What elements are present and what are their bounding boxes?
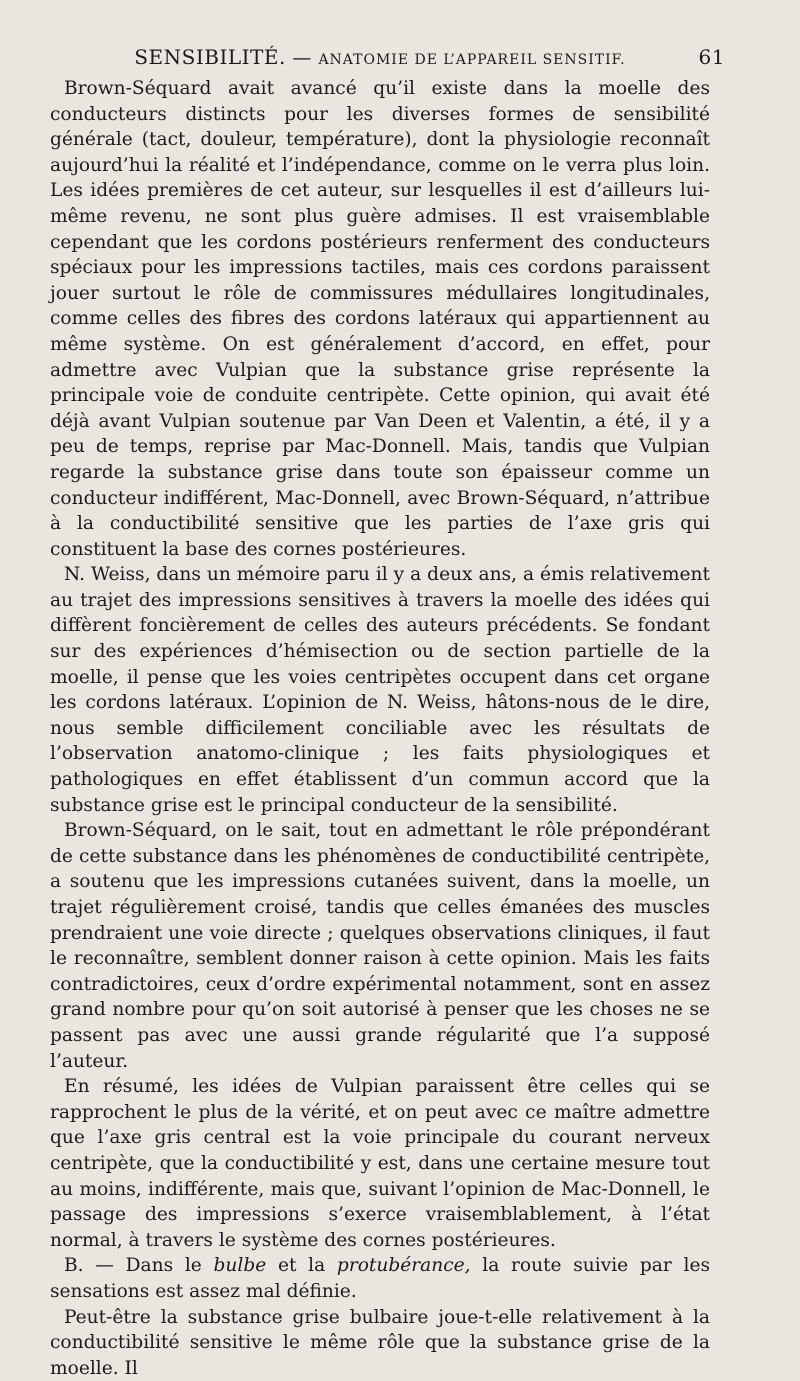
running-head-section: SENSIBILITÉ. (134, 45, 285, 69)
running-head-dash: — (292, 47, 312, 69)
running-head-subtitle: ANATOMIE DE L’APPAREIL SENSITIF. (318, 52, 625, 68)
paragraph-1: Brown-Séquard avait avancé qu’il existe dans la moelle des conducteurs distincts pour les diverses formes de sensibilité générale (tact, douleur, température), dont la physiologie reconnaît aujourd’hui la réalité et l’indépendance, comme on le verra plus loin. Les idées premières de cet auteur, sur lesquelles il est d’ailleurs lui-même revenu, ne sont plus guère admises. Il est vraisemblable cependant que les cordons postérieurs renferment des conducteurs spéciaux pour les impressions tactiles, mais ces cordons paraissent jouer surtout le rôle de commissures médullaires longitudinales, comme celles des fibres des cordons latéraux qui appartiennent au même système. On est généralement d’accord, en effet, pour admettre avec Vulpian que la substance grise représente la principale voie de conduite centripète. Cette opinion, qui avait été déjà avant Vulpian soutenue par Van Deen et Valentin, a été, il y a peu de temps, reprise par Mac-Donnell. Mais, tandis que Vulpian regarde la substance grise dans toute son épaisseur comme un conducteur indifférent, Mac-Donnell, avec Brown-Séquard, n’attribue à la conductibilité sensitive que les parties de l’axe gris qui constituent la base des cornes postérieures. (50, 76, 710, 562)
page-number: 61 (699, 40, 725, 74)
body-text (50, 76, 710, 1381)
section-b-mid: et la (266, 1255, 337, 1276)
section-b-tail: la route suivie par les sensations est assez mal définie. (50, 1255, 710, 1302)
term-protuberance: protubérance, (337, 1255, 471, 1276)
term-bulbe: bulbe (214, 1255, 267, 1276)
paragraph-4: En résumé, les idées de Vulpian paraissent être celles qui se rapprochent le plus de la vérité, et on peut avec ce maître admettre que l’axe gris central est la voie principale du courant nerveux centripète, que la conductibilité y est, dans une certaine mesure tout au moins, indifférente, mais que, suivant l’opinion de Mac-Donnell, le passage des impressions s’exerce vraisemblablement, à l’état normal, à travers le système des cornes postérieures. (50, 1074, 710, 1253)
paragraph-3: Brown-Séquard, on le sait, tout en admettant le rôle prépondérant de cette substance dans les phénomènes de conductibilité centripète, a soutenu que les impressions cutanées suivent, dans la moelle, un trajet régulièrement croisé, tandis que celles émanées des muscles prendraient une voie directe ; quelques observations cliniques, il faut le reconnaître, semblent donner raison à cette opinion. Mais les faits contradictoires, ceux d’ordre expérimental notamment, sont en assez grand nombre pour qu’on soit autorisé à penser que les choses ne se passent pas avec une aussi grande régularité que l’a supposé l’auteur. (50, 818, 710, 1074)
section-b-lead: B. — Dans le (64, 1255, 214, 1276)
paragraph-last: Peut-être la substance grise bulbaire joue-t-elle relativement à la conductibilité sensitive le même rôle que la substance grise de la moelle. Il (50, 1305, 710, 1381)
paragraph-2: N. Weiss, dans un mémoire paru il y a deux ans, a émis relativement au trajet des impressions sensitives à travers la moelle des idées qui diffèrent foncièrement de celles des auteurs précédents. Se fondant sur des expériences d’hémisection ou de section partielle de la moelle, il pense que les voies centripètes occupent dans cet organe les cordons latéraux. L’opinion de N. Weiss, hâtons-nous de le dire, nous semble difficilement conciliable avec les résultats de l’observation anatomo-clinique ; les faits physiologiques et pathologiques en effet établissent d’un commun accord que la substance grise est le principal conducteur de la sensibilité. (50, 562, 710, 818)
paragraph-section-b (50, 1253, 710, 1304)
running-head (50, 40, 710, 74)
